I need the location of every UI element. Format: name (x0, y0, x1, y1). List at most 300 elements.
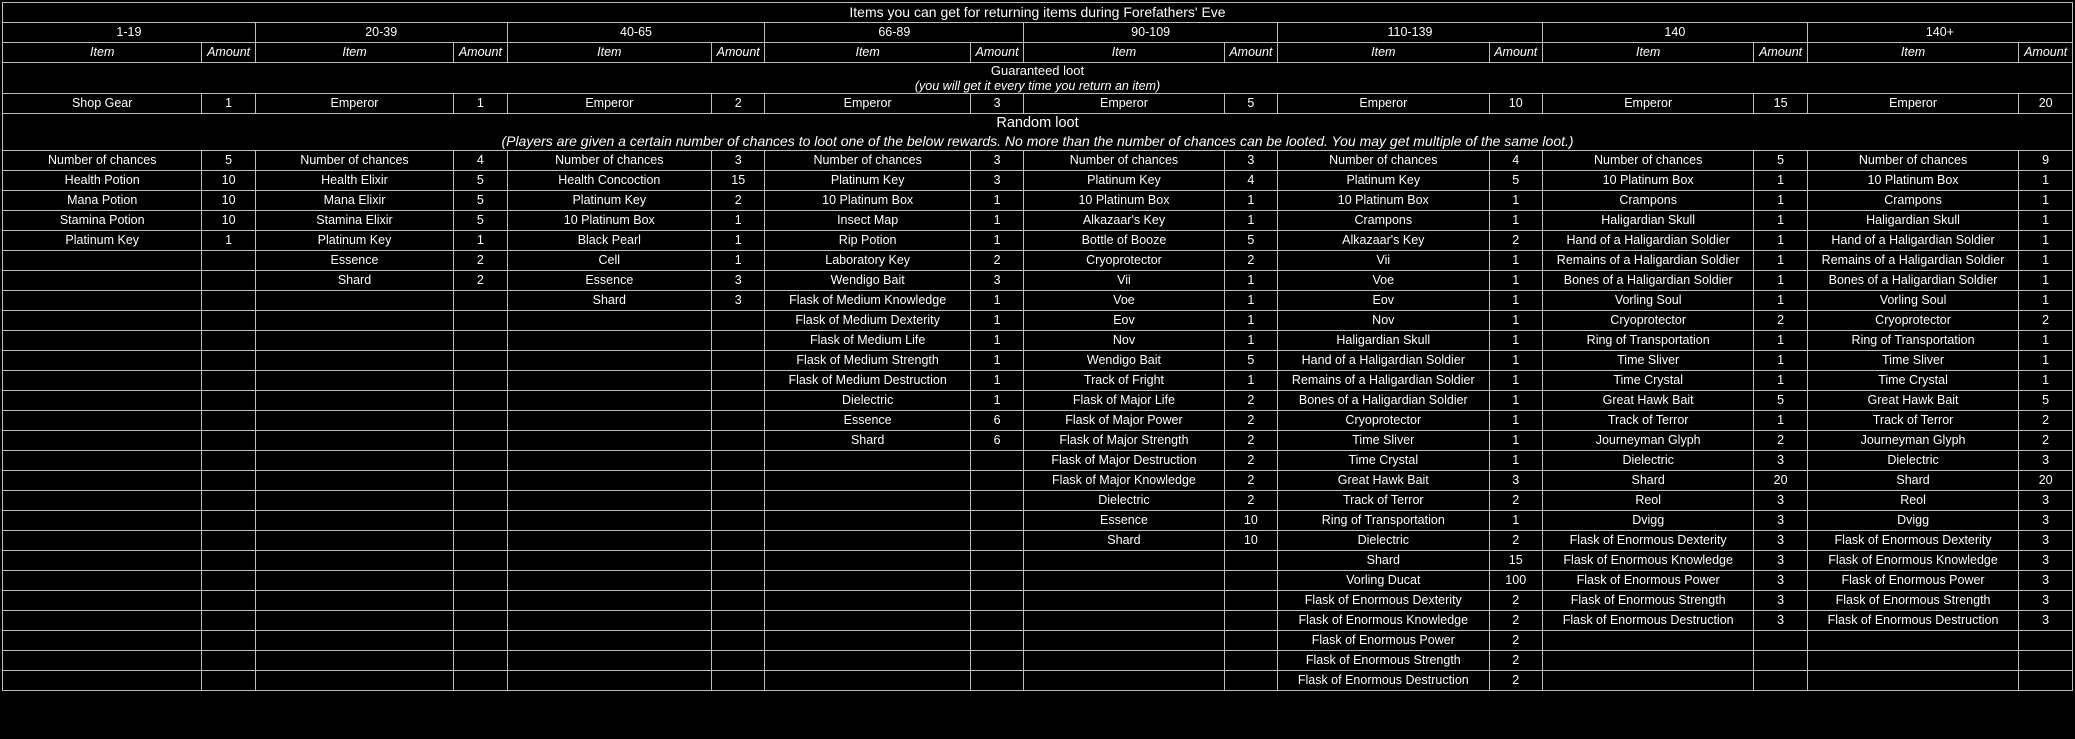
loot-amount-cell: 2 (970, 251, 1023, 271)
table-row (3, 391, 2073, 411)
empty-cell (712, 671, 765, 691)
loot-amount-cell: 2 (1489, 531, 1542, 551)
loot-item-cell: Time Sliver (1542, 351, 1754, 371)
loot-amount-cell: 1 (1489, 331, 1542, 351)
loot-amount-cell: 3 (1754, 511, 1807, 531)
empty-cell (454, 391, 507, 411)
loot-item-cell: Flask of Enormous Power (1807, 571, 2019, 591)
loot-item-cell: Hand of a Haligardian Soldier (1542, 231, 1754, 251)
loot-amount-cell: 1 (1754, 331, 1807, 351)
empty-cell (765, 671, 970, 691)
empty-cell (454, 611, 507, 631)
loot-item-cell: Ring of Transportation (1542, 331, 1754, 351)
loot-amount-cell: 1 (2019, 191, 2073, 211)
loot-amount-cell: 2 (1754, 311, 1807, 331)
empty-cell (3, 251, 202, 271)
loot-item-cell: Time Crystal (1542, 371, 1754, 391)
empty-cell (454, 411, 507, 431)
loot-item-cell: Voe (1278, 271, 1490, 291)
table-row (3, 311, 2073, 331)
guaranteed-item-cell: Emperor (1807, 94, 2019, 114)
empty-cell (765, 511, 970, 531)
empty-cell (255, 491, 453, 511)
loot-amount-cell: 2 (1489, 631, 1542, 651)
empty-cell (712, 331, 765, 351)
chances-label-cell: Number of chances (255, 151, 453, 171)
chances-label-cell: Number of chances (1278, 151, 1490, 171)
loot-item-cell: Platinum Key (255, 231, 453, 251)
loot-amount-cell: 10 (202, 191, 255, 211)
empty-cell (3, 351, 202, 371)
loot-amount-cell: 2 (1224, 451, 1277, 471)
empty-cell (1224, 551, 1277, 571)
empty-cell (3, 651, 202, 671)
loot-item-cell: Flask of Enormous Strength (1807, 591, 2019, 611)
empty-cell (454, 591, 507, 611)
loot-amount-cell: 10 (202, 171, 255, 191)
loot-item-cell: Cryoprotector (1278, 411, 1490, 431)
empty-cell (3, 471, 202, 491)
table-row (3, 171, 2073, 191)
empty-cell (970, 531, 1023, 551)
loot-amount-cell: 1 (2019, 351, 2073, 371)
loot-item-cell: Time Crystal (1278, 451, 1490, 471)
loot-item-cell: Time Sliver (1807, 351, 2019, 371)
loot-amount-cell: 5 (2019, 391, 2073, 411)
empty-cell (507, 471, 711, 491)
table-row (3, 291, 2073, 311)
loot-amount-cell: 3 (712, 291, 765, 311)
loot-amount-cell: 15 (1489, 551, 1542, 571)
loot-amount-cell: 1 (970, 191, 1023, 211)
table-row (3, 551, 2073, 571)
chances-label-cell: Number of chances (1024, 151, 1224, 171)
loot-amount-cell: 1 (1754, 371, 1807, 391)
loot-amount-cell: 2 (1754, 431, 1807, 451)
empty-cell (1542, 671, 1754, 691)
table-row (3, 531, 2073, 551)
empty-cell (202, 531, 255, 551)
empty-cell (712, 531, 765, 551)
loot-amount-cell: 2 (1489, 651, 1542, 671)
loot-amount-cell: 5 (454, 171, 507, 191)
empty-cell (454, 511, 507, 531)
empty-cell (255, 511, 453, 531)
loot-item-cell: Platinum Key (765, 171, 970, 191)
empty-cell (970, 491, 1023, 511)
loot-amount-cell: 20 (2019, 471, 2073, 491)
loot-item-cell: 10 Platinum Box (1278, 191, 1490, 211)
chances-value-cell: 4 (1489, 151, 1542, 171)
empty-cell (202, 611, 255, 631)
empty-cell (1807, 671, 2019, 691)
loot-item-cell: Flask of Medium Strength (765, 351, 970, 371)
loot-amount-cell: 1 (1754, 231, 1807, 251)
loot-item-cell: Hand of a Haligardian Soldier (1807, 231, 2019, 251)
loot-amount-cell: 1 (712, 211, 765, 231)
empty-cell (507, 391, 711, 411)
loot-amount-cell: 5 (1754, 391, 1807, 411)
empty-cell (712, 611, 765, 631)
loot-amount-cell: 2 (1489, 611, 1542, 631)
empty-cell (3, 371, 202, 391)
empty-cell (1754, 671, 1807, 691)
random-loot-subtitle: (Players are given a certain number of chances to loot one of the below rewards. No more than the number of chances can be looted. You may get multiple of the same loot.) (3, 132, 2073, 151)
empty-cell (1024, 651, 1224, 671)
empty-cell (970, 571, 1023, 591)
amount-column-header: Amount (1224, 43, 1277, 63)
loot-amount-cell: 10 (1224, 511, 1277, 531)
table-row (3, 351, 2073, 371)
loot-amount-cell: 3 (1754, 531, 1807, 551)
empty-cell (454, 571, 507, 591)
empty-cell (765, 551, 970, 571)
loot-item-cell: Ring of Transportation (1278, 511, 1490, 531)
empty-cell (1224, 611, 1277, 631)
table-row (3, 251, 2073, 271)
chances-value-cell: 3 (712, 151, 765, 171)
loot-item-cell: Dvigg (1542, 511, 1754, 531)
item-column-header: Item (507, 43, 711, 63)
loot-item-cell: Remains of a Haligardian Soldier (1278, 371, 1490, 391)
loot-item-cell: Alkazaar's Key (1024, 211, 1224, 231)
guaranteed-amount-cell: 1 (454, 94, 507, 114)
empty-cell (507, 431, 711, 451)
empty-cell (765, 471, 970, 491)
empty-cell (202, 571, 255, 591)
loot-amount-cell: 2 (1489, 591, 1542, 611)
loot-amount-cell: 1 (1754, 211, 1807, 231)
loot-amount-cell: 3 (2019, 591, 2073, 611)
loot-amount-cell: 1 (2019, 231, 2073, 251)
loot-item-cell: Platinum Key (507, 191, 711, 211)
level-bracket-row (3, 23, 2073, 43)
loot-amount-cell: 2 (1224, 391, 1277, 411)
loot-amount-cell: 3 (1754, 551, 1807, 571)
loot-item-cell: Nov (1024, 331, 1224, 351)
loot-item-cell: Flask of Major Knowledge (1024, 471, 1224, 491)
loot-amount-cell: 3 (970, 271, 1023, 291)
empty-cell (3, 531, 202, 551)
loot-amount-cell: 2 (1224, 251, 1277, 271)
loot-amount-cell: 2 (2019, 411, 2073, 431)
loot-amount-cell: 1 (1754, 271, 1807, 291)
empty-cell (970, 451, 1023, 471)
table-row (3, 331, 2073, 351)
empty-cell (1024, 671, 1224, 691)
empty-cell (712, 551, 765, 571)
chances-label-cell: Number of chances (3, 151, 202, 171)
empty-cell (765, 631, 970, 651)
empty-cell (255, 431, 453, 451)
loot-item-cell: Track of Terror (1807, 411, 2019, 431)
empty-cell (3, 491, 202, 511)
table-row (3, 371, 2073, 391)
level-bracket-header: 20-39 (255, 23, 507, 43)
empty-cell (454, 351, 507, 371)
item-column-header: Item (3, 43, 202, 63)
empty-cell (3, 431, 202, 451)
empty-cell (1224, 651, 1277, 671)
empty-cell (1807, 651, 2019, 671)
loot-item-cell: Wendigo Bait (1024, 351, 1224, 371)
loot-amount-cell: 3 (2019, 511, 2073, 531)
loot-amount-cell: 1 (1489, 191, 1542, 211)
item-column-header: Item (255, 43, 453, 63)
loot-item-cell: Haligardian Skull (1278, 331, 1490, 351)
loot-item-cell: Great Hawk Bait (1807, 391, 2019, 411)
loot-amount-cell: 3 (1754, 491, 1807, 511)
empty-cell (202, 331, 255, 351)
loot-amount-cell: 3 (970, 171, 1023, 191)
loot-item-cell: Dielectric (1278, 531, 1490, 551)
loot-item-cell: Flask of Enormous Knowledge (1807, 551, 2019, 571)
loot-amount-cell: 3 (1754, 571, 1807, 591)
loot-amount-cell: 1 (2019, 371, 2073, 391)
empty-cell (507, 571, 711, 591)
item-column-header: Item (1024, 43, 1224, 63)
loot-item-cell: Voe (1024, 291, 1224, 311)
loot-item-cell: Great Hawk Bait (1542, 391, 1754, 411)
loot-item-cell: Flask of Enormous Knowledge (1542, 551, 1754, 571)
empty-cell (1542, 631, 1754, 651)
loot-amount-cell: 1 (712, 251, 765, 271)
empty-cell (2019, 651, 2073, 671)
empty-cell (765, 491, 970, 511)
loot-item-cell: 10 Platinum Box (507, 211, 711, 231)
loot-item-cell: Flask of Medium Knowledge (765, 291, 970, 311)
empty-cell (3, 391, 202, 411)
empty-cell (255, 651, 453, 671)
loot-amount-cell: 1 (1224, 331, 1277, 351)
loot-amount-cell: 1 (970, 331, 1023, 351)
loot-amount-cell: 2 (1489, 491, 1542, 511)
loot-amount-cell: 1 (1489, 451, 1542, 471)
empty-cell (454, 331, 507, 351)
loot-amount-cell: 3 (2019, 611, 2073, 631)
loot-amount-cell: 5 (454, 191, 507, 211)
loot-amount-cell: 3 (1489, 471, 1542, 491)
guaranteed-amount-cell: 15 (1754, 94, 1807, 114)
loot-item-cell: Alkazaar's Key (1278, 231, 1490, 251)
empty-cell (1024, 631, 1224, 651)
empty-cell (507, 531, 711, 551)
empty-cell (202, 311, 255, 331)
loot-item-cell: Crampons (1278, 211, 1490, 231)
loot-amount-cell: 2 (1224, 471, 1277, 491)
empty-cell (507, 311, 711, 331)
loot-item-cell: Vii (1024, 271, 1224, 291)
empty-cell (1224, 631, 1277, 651)
loot-amount-cell: 2 (1224, 411, 1277, 431)
loot-amount-cell: 1 (1489, 371, 1542, 391)
empty-cell (970, 631, 1023, 651)
guaranteed-amount-cell: 20 (2019, 94, 2073, 114)
loot-item-cell: Flask of Major Destruction (1024, 451, 1224, 471)
loot-amount-cell: 3 (2019, 571, 2073, 591)
loot-item-cell: Vii (1278, 251, 1490, 271)
loot-item-cell: Reol (1542, 491, 1754, 511)
table-row (3, 651, 2073, 671)
loot-amount-cell: 3 (1754, 591, 1807, 611)
loot-item-cell: Flask of Medium Destruction (765, 371, 970, 391)
loot-amount-cell: 1 (2019, 251, 2073, 271)
loot-amount-cell: 1 (1489, 211, 1542, 231)
loot-item-cell: Platinum Key (3, 231, 202, 251)
chances-label-cell: Number of chances (765, 151, 970, 171)
loot-item-cell: Wendigo Bait (765, 271, 970, 291)
empty-cell (202, 551, 255, 571)
empty-cell (507, 671, 711, 691)
loot-amount-cell: 1 (2019, 331, 2073, 351)
loot-item-cell: Mana Potion (3, 191, 202, 211)
empty-cell (3, 671, 202, 691)
empty-cell (255, 411, 453, 431)
loot-item-cell: Vorling Soul (1542, 291, 1754, 311)
empty-cell (765, 651, 970, 671)
empty-cell (454, 671, 507, 691)
chances-value-cell: 5 (202, 151, 255, 171)
loot-item-cell: Bones of a Haligardian Soldier (1278, 391, 1490, 411)
empty-cell (712, 571, 765, 591)
loot-item-cell: Reol (1807, 491, 2019, 511)
loot-item-cell: Flask of Enormous Strength (1542, 591, 1754, 611)
loot-amount-cell: 1 (970, 311, 1023, 331)
loot-item-cell: Rip Potion (765, 231, 970, 251)
loot-item-cell: Flask of Enormous Destruction (1542, 611, 1754, 631)
loot-amount-cell: 100 (1489, 571, 1542, 591)
loot-amount-cell: 1 (970, 211, 1023, 231)
empty-cell (1754, 651, 1807, 671)
guaranteed-item-cell: Emperor (507, 94, 711, 114)
loot-amount-cell: 1 (1489, 311, 1542, 331)
empty-cell (454, 291, 507, 311)
empty-cell (712, 411, 765, 431)
empty-cell (255, 591, 453, 611)
loot-item-cell: Great Hawk Bait (1278, 471, 1490, 491)
empty-cell (765, 591, 970, 611)
loot-amount-cell: 1 (970, 391, 1023, 411)
loot-amount-cell: 2 (454, 251, 507, 271)
empty-cell (712, 511, 765, 531)
loot-amount-cell: 1 (1489, 391, 1542, 411)
loot-amount-cell: 1 (1224, 371, 1277, 391)
empty-cell (255, 551, 453, 571)
guaranteed-loot-subtitle: (you will get it every time you return an item) (3, 79, 2073, 94)
loot-item-cell: Flask of Enormous Destruction (1807, 611, 2019, 631)
loot-amount-cell: 20 (1754, 471, 1807, 491)
empty-cell (1024, 591, 1224, 611)
loot-item-cell: 10 Platinum Box (1024, 191, 1224, 211)
loot-item-cell: Mana Elixir (255, 191, 453, 211)
empty-cell (1224, 571, 1277, 591)
empty-cell (765, 451, 970, 471)
loot-item-cell: Dvigg (1807, 511, 2019, 531)
empty-cell (255, 331, 453, 351)
level-bracket-header: 140 (1542, 23, 1807, 43)
table-row (3, 611, 2073, 631)
loot-amount-cell: 3 (2019, 451, 2073, 471)
empty-cell (712, 431, 765, 451)
loot-amount-cell: 1 (1754, 351, 1807, 371)
empty-cell (202, 351, 255, 371)
loot-amount-cell: 1 (1224, 291, 1277, 311)
empty-cell (202, 451, 255, 471)
empty-cell (3, 411, 202, 431)
level-bracket-header: 66-89 (765, 23, 1024, 43)
loot-item-cell: Vorling Ducat (1278, 571, 1490, 591)
empty-cell (1754, 631, 1807, 651)
loot-item-cell: Dielectric (1024, 491, 1224, 511)
empty-cell (712, 391, 765, 411)
guaranteed-loot-row (3, 94, 2073, 114)
guaranteed-amount-cell: 1 (202, 94, 255, 114)
loot-item-cell: Vorling Soul (1807, 291, 2019, 311)
loot-item-cell: Remains of a Haligardian Soldier (1807, 251, 2019, 271)
amount-column-header: Amount (1489, 43, 1542, 63)
empty-cell (202, 591, 255, 611)
loot-table (2, 2, 2073, 691)
loot-amount-cell: 1 (970, 371, 1023, 391)
empty-cell (3, 291, 202, 311)
table-row (3, 191, 2073, 211)
loot-amount-cell: 2 (454, 271, 507, 291)
loot-amount-cell: 1 (202, 231, 255, 251)
loot-item-cell: Flask of Enormous Power (1542, 571, 1754, 591)
empty-cell (255, 531, 453, 551)
empty-cell (1224, 591, 1277, 611)
loot-amount-cell: 2 (2019, 311, 2073, 331)
empty-cell (454, 431, 507, 451)
loot-item-cell: Cryoprotector (1542, 311, 1754, 331)
loot-item-cell: Shard (1278, 551, 1490, 571)
empty-cell (454, 491, 507, 511)
empty-cell (454, 531, 507, 551)
guaranteed-item-cell: Shop Gear (3, 94, 202, 114)
loot-item-cell: Essence (1024, 511, 1224, 531)
loot-item-cell: Shard (1542, 471, 1754, 491)
empty-cell (202, 251, 255, 271)
loot-item-cell: Ring of Transportation (1807, 331, 2019, 351)
table-row (3, 671, 2073, 691)
chances-value-cell: 4 (454, 151, 507, 171)
empty-cell (3, 511, 202, 531)
loot-amount-cell: 3 (712, 271, 765, 291)
loot-amount-cell: 1 (1489, 271, 1542, 291)
empty-cell (202, 471, 255, 491)
empty-cell (3, 451, 202, 471)
table-row (3, 511, 2073, 531)
loot-amount-cell: 1 (1754, 411, 1807, 431)
guaranteed-item-cell: Emperor (1278, 94, 1490, 114)
loot-amount-cell: 5 (454, 211, 507, 231)
loot-item-cell: Platinum Key (1278, 171, 1490, 191)
loot-amount-cell: 2 (712, 191, 765, 211)
empty-cell (3, 631, 202, 651)
empty-cell (507, 491, 711, 511)
loot-item-cell: Dielectric (1542, 451, 1754, 471)
empty-cell (454, 471, 507, 491)
loot-item-cell: Flask of Major Power (1024, 411, 1224, 431)
loot-item-cell: 10 Platinum Box (1542, 171, 1754, 191)
loot-amount-cell: 3 (1754, 611, 1807, 631)
guaranteed-amount-cell: 3 (970, 94, 1023, 114)
table-row (3, 591, 2073, 611)
loot-item-cell: Flask of Enormous Dexterity (1278, 591, 1490, 611)
empty-cell (255, 571, 453, 591)
empty-cell (202, 651, 255, 671)
chances-value-cell: 5 (1754, 151, 1807, 171)
